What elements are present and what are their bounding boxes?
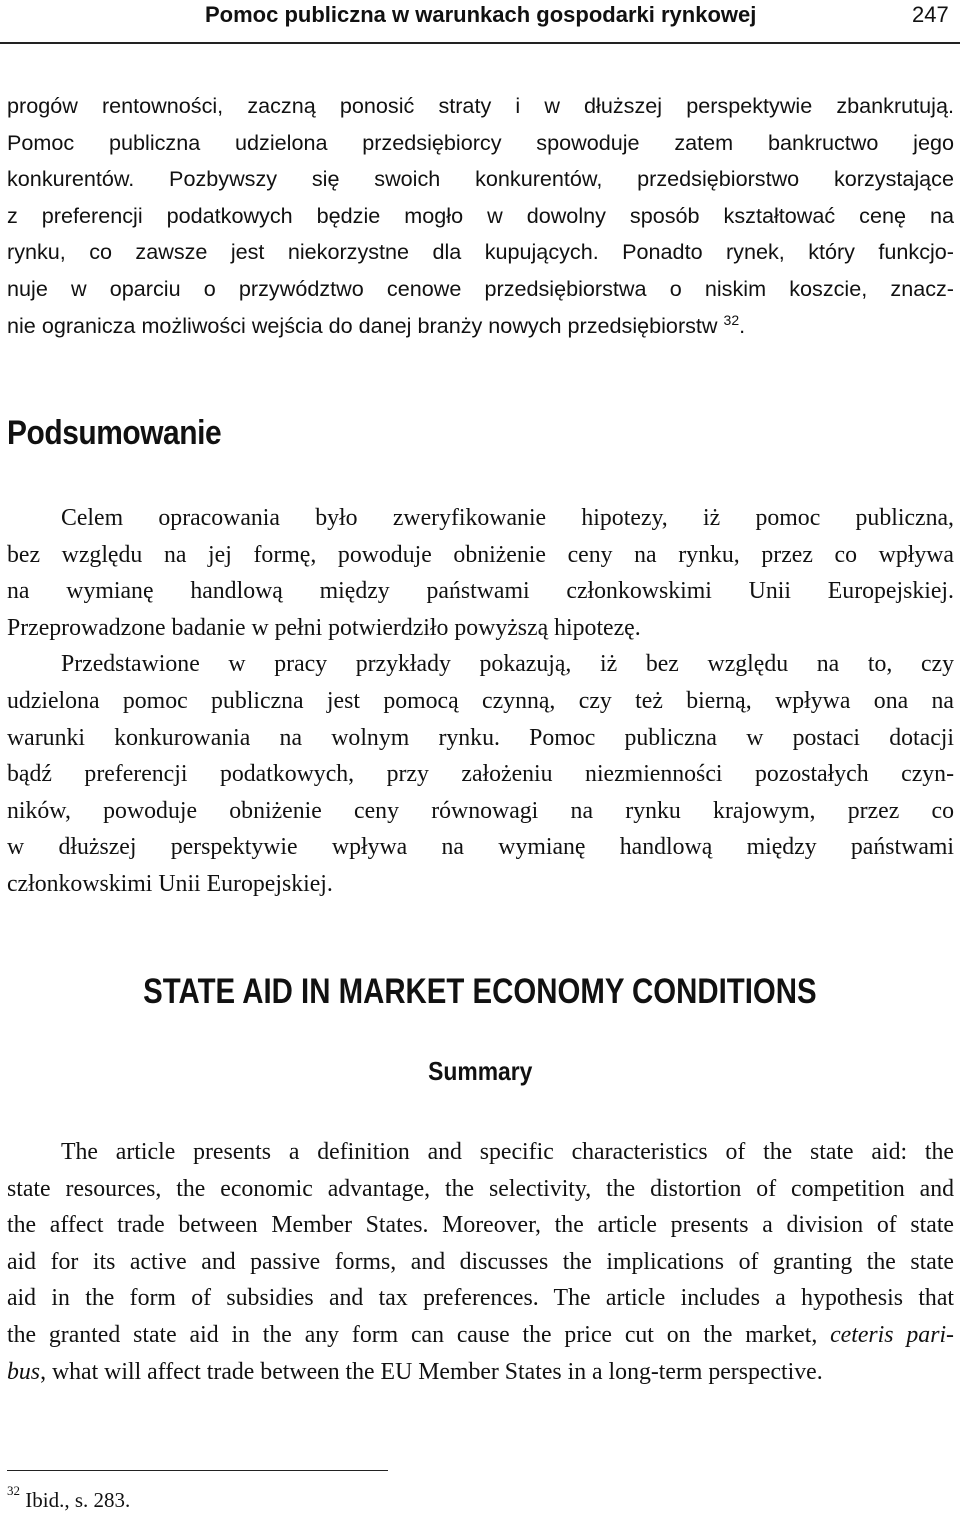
text-line: the affect trade between Member States. Moreover, the article presents a division of state [7,1212,954,1239]
text-line: state resources, the economic advantage, the selectivity, the distortion of competition and [7,1175,954,1202]
header-rule [0,42,960,44]
text-line [7,1317,954,1354]
text-line-last [7,308,954,345]
footnote-rule [7,1470,388,1471]
text-line: aid in the form of subsidies and tax preferences. The article includes a hypothesis that [7,1285,954,1312]
text-line-content: nie ogranicza możliwości wejścia do danej branży nowych przedsiębiorstw [7,312,718,338]
conclusion-text [7,500,954,903]
text-line: aid for its active and passive forms, and discusses the implications of granting the state [7,1248,954,1275]
text-line: Celem opracowania było zweryfikowanie hipotezy, iż pomoc publiczna, [61,505,954,531]
intro-paragraph [7,88,954,344]
text-line: bądź preferencji podatkowych, przy założeniu niezmienności pozostałych czyn- [7,761,954,788]
text-line: Przeprowadzone badanie w pełni potwierdziło powyższą hipotezę. [7,614,641,641]
text-line: nuje w oparciu o przywództwo cenowe przedsiębiorstwa o niskim koszcie, znacz- [7,275,954,301]
text-segment: the granted state aid in the any form can cause the price cut on the market, [7,1321,831,1348]
italic-phrase: ceteris pari- [830,1321,954,1348]
italic-phrase: bus [7,1358,41,1385]
footnote-ref[interactable]: 32 [723,311,740,328]
text-line: konkurentów. Pozbywszy się swoich konkurentów, przedsiębiorstwo korzystające [7,166,954,192]
text-line: udzielona pomoc publiczna jest pomocą czynną, czy też bierną, wpływa ona na [7,687,954,714]
text-line: bez względu na jej formę, powoduje obniżenie ceny na rynku, przez co wpływa [7,541,954,568]
text-line: ników, powoduje obniżenie ceny równowagi na rynku krajowym, przez co [7,797,954,824]
text-line: Przedstawione w pracy przykłady pokazują, iż bez względu na to, czy [61,651,954,678]
end-punct: . [739,312,746,338]
footnote-number: 32 [7,1483,20,1498]
text-line: w dłuższej perspektywie wpływa na wymianę handlową między państwami [7,834,954,861]
running-title: Pomoc publiczna w warunkach gospodarki rynkowej [205,2,757,27]
section-heading: Podsumowanie [7,414,222,452]
running-header [0,0,960,44]
english-summary-text [7,1134,954,1390]
footnote-text: Ibid., s. 283. [20,1488,131,1512]
text-line: członkowskimi Unii Europejskiej. [7,870,333,897]
text-line: rynku, co zawsze jest niekorzystne dla kupujących. Ponadto rynek, który funkcjo- [7,239,954,265]
text-segment: , what will affect trade between the EU Member States in a long-term perspective. [40,1358,823,1385]
text-line: Pomoc publiczna udzielona przedsiębiorcy spowoduje zatem bankructwo jego [7,129,954,155]
text-line [7,1354,954,1391]
text-line: The article presents a definition and specific characteristics of the state aid: the [61,1139,954,1165]
english-title [0,972,960,1012]
text-line: na wymianę handlową między państwami członkowskimi Unii Europejskiej. [7,578,954,605]
english-subtitle [0,1056,960,1087]
text-line: progów rentowności, zaczną ponosić straty i w dłuższej perspektywie zbankrutują. [7,93,954,118]
page-number: 247 [912,2,949,27]
text-line: warunki konkurowania na wolnym rynku. Pomoc publiczna w postaci dotacji [7,724,954,751]
text-line: z preferencji podatkowych będzie mogło w dowolny sposób kształtować cenę na [7,202,954,228]
english-title-text: STATE AID IN MARKET ECONOMY CONDITIONS [143,972,817,1011]
english-subtitle-text: Summary [427,1056,533,1086]
footnote [7,1483,131,1513]
